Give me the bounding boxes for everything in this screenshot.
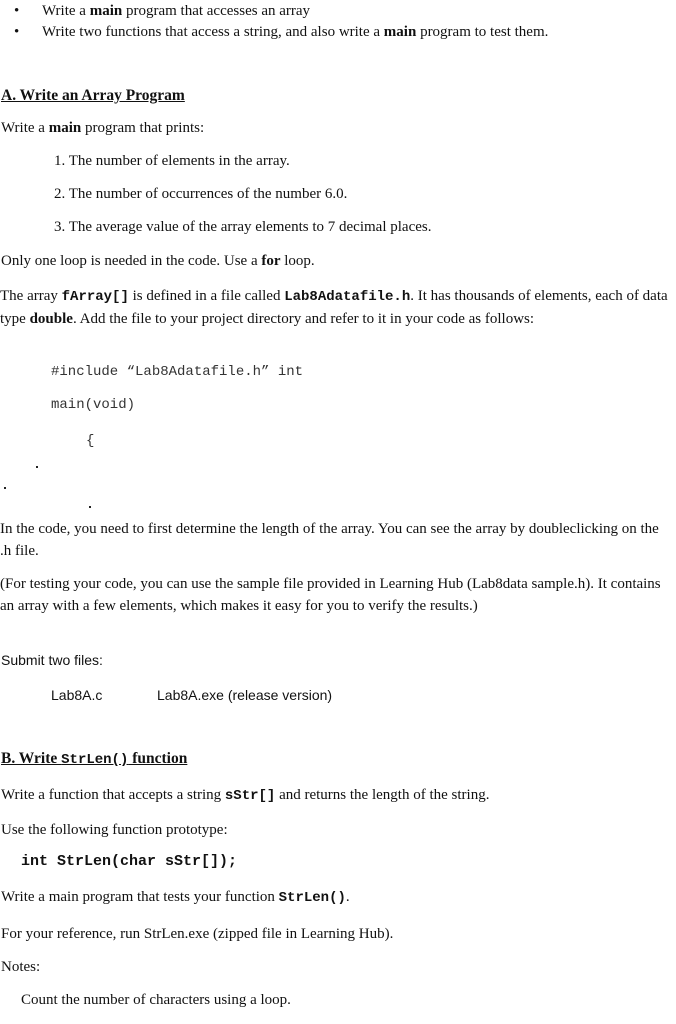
section-b-heading: B. Write StrLen() function (1, 750, 188, 768)
function-prototype: int StrLen(char sStr[]); (21, 853, 238, 870)
test-paragraph: Write a main program that tests your function StrLen(). (1, 889, 350, 906)
bullet-icon: • (14, 3, 20, 19)
reference-note: For your reference, run StrLen.exe (zipped file in Learning Hub). (1, 926, 394, 942)
accept-paragraph: Write a function that accepts a string sStr[] and returns the length of the string. (1, 787, 490, 804)
loop-note: Only one loop is needed in the code. Use a for loop. (1, 253, 315, 269)
section-a-intro: Write a main program that prints: (1, 120, 205, 136)
prototype-label: Use the following function prototype: (1, 822, 228, 838)
intro-bullet-1: Write a main program that accesses an array (42, 3, 311, 19)
code-ellipsis-dot (4, 487, 6, 489)
file-item: Lab8A.c (51, 687, 103, 703)
list-item: 3. The average value of the array elements to 7 decimal places. (54, 219, 432, 235)
code-include-line: #include “Lab8Adatafile.h” int (51, 364, 304, 380)
testing-paragraph: (For testing your code, you can use the sample file provided in Learning Hub (Lab8data sample.h). It contains an array with a few elements, which makes it easy for you to verify the results.) (0, 576, 661, 614)
list-item: 1. The number of elements in the array. (54, 153, 290, 169)
section-a-heading: A. Write an Array Program (1, 87, 185, 104)
bullet-icon: • (14, 24, 20, 40)
length-paragraph: In the code, you need to first determine the length of the array. You can see the array by doubleclicking on the .h file. (0, 521, 659, 559)
intro-bullet-2: Write two functions that access a string, and also write a main program to test them. (42, 24, 549, 40)
notes-label: Notes: (1, 959, 41, 975)
note-item: Count the number of characters using a loop. (21, 992, 291, 1008)
submit-label: Submit two files: (1, 652, 103, 668)
list-item: 2. The number of occurrences of the number 6.0. (54, 186, 348, 202)
array-paragraph: The array fArray[] is defined in a file called Lab8Adatafile.h. It has thousands of elements, each of data type double. Add the file to your project directory and refer to it in your code as follows: (0, 288, 668, 327)
code-ellipsis-dot (36, 466, 38, 468)
file-item: Lab8A.exe (release version) (157, 687, 333, 703)
code-brace-line: { (86, 433, 95, 449)
code-ellipsis-dot (89, 506, 91, 508)
code-main-line: main(void) (51, 397, 136, 413)
